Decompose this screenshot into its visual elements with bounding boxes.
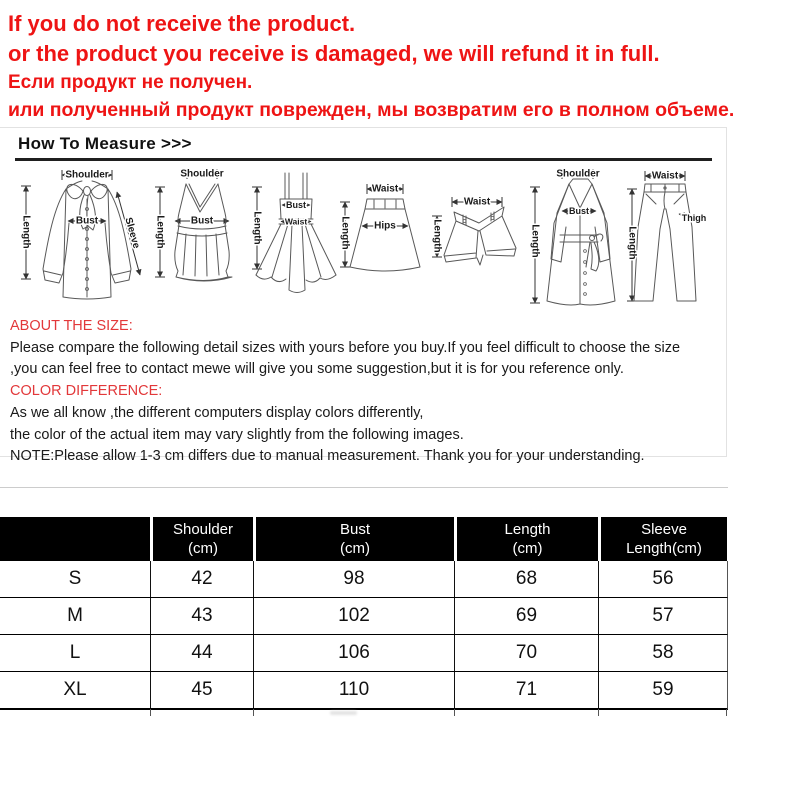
- label-shoulder: Shoulder: [65, 169, 109, 181]
- cell-shoulder: 44: [150, 635, 253, 671]
- label-length: Length: [529, 224, 541, 258]
- size-row-xl: [0, 672, 728, 710]
- diagram-blouse: [21, 170, 142, 300]
- cell-length: 68: [454, 561, 598, 597]
- cropped-row-artifact: [330, 711, 357, 715]
- cell-bust: 102: [253, 598, 454, 634]
- banner-line-2: or the product you receive is damaged, we will refund it in full.: [8, 41, 660, 66]
- diagram-dress: [252, 173, 337, 293]
- diagram-pants: [627, 171, 707, 302]
- cell-length: 69: [454, 598, 598, 634]
- cell-shoulder: 42: [150, 561, 253, 597]
- color-difference-line-1: As we all know ,the different computers display colors differently,: [10, 404, 424, 421]
- label-waist: Waist: [371, 183, 399, 195]
- cropped-column-tick: [253, 709, 254, 716]
- label-length: Length: [154, 215, 166, 249]
- diagram-shorts: [432, 197, 517, 266]
- about-size-line-2: ,you can feel free to contact mewe will give you some suggestion,but it is for you reference only.: [10, 361, 624, 378]
- label-shoulder: Shoulder: [180, 168, 224, 180]
- label-length: Length: [251, 211, 263, 245]
- cell-shoulder: 43: [150, 598, 253, 634]
- size-row-l: [0, 635, 728, 672]
- diagram-coat: [530, 169, 616, 306]
- label-length: Length: [626, 226, 638, 260]
- cell-size: XL: [63, 679, 87, 700]
- header-cell-shoulder: Shoulder (cm): [150, 517, 253, 561]
- banner-line-3: Если продукт не получен.: [8, 72, 253, 93]
- banner-line-1: If you do not receive the product.: [8, 11, 356, 36]
- header-cell-size: [0, 517, 150, 561]
- cell-sleeve: 59: [598, 672, 727, 708]
- cell-size: M: [67, 605, 83, 626]
- label-bust: Bust: [286, 200, 306, 210]
- cell-sleeve: 56: [598, 561, 727, 597]
- label-bust: Bust: [190, 215, 214, 227]
- header-cell-bust: Bust (cm): [253, 517, 454, 561]
- measure-box: [0, 127, 727, 465]
- cell-bust: 110: [253, 672, 454, 708]
- cell-size: L: [69, 642, 81, 663]
- label-length: Length: [20, 215, 32, 249]
- cell-shoulder: 45: [150, 672, 253, 708]
- cropped-column-tick: [454, 709, 455, 716]
- label-bust: Bust: [569, 206, 589, 216]
- banner-line-4: или полученный продукт поврежден, мы возвратим его в полном объеме.: [8, 99, 735, 121]
- measure-diagrams: [8, 163, 720, 309]
- about-size-title: ABOUT THE SIZE:: [10, 318, 133, 334]
- label-shoulder: Shoulder: [556, 168, 600, 180]
- color-difference-title: COLOR DIFFERENCE:: [10, 383, 163, 400]
- diagram-skirt: [340, 184, 421, 272]
- cropped-column-tick: [598, 709, 599, 716]
- about-size-line-1: Please compare the following detail sizes with yours before you buy.If you feel difficult to choose the size: [10, 339, 681, 356]
- size-table-header: [0, 517, 728, 561]
- cell-sleeve: 57: [598, 598, 727, 634]
- cell-size: S: [68, 568, 82, 589]
- color-difference-line-2: the color of the actual item may vary slightly from the following images.: [10, 426, 464, 443]
- measure-heading: How To Measure >>>: [18, 134, 192, 153]
- size-notes: [10, 316, 680, 468]
- label-bust: Bust: [75, 215, 99, 227]
- label-sleeve: Sleeve: [122, 216, 142, 250]
- cell-sleeve: 58: [598, 635, 727, 671]
- cell-bust: 98: [253, 561, 454, 597]
- cell-bust: 106: [253, 635, 454, 671]
- cell-length: 70: [454, 635, 598, 671]
- header-cell-length: Length (cm): [454, 517, 598, 561]
- heading-underline: [15, 158, 712, 161]
- size-table: [0, 487, 728, 710]
- label-waist: Waist: [463, 196, 491, 208]
- diagram-vneck-top: [155, 169, 233, 282]
- cropped-column-tick: [726, 709, 727, 716]
- label-length: Length: [431, 219, 443, 253]
- label-hips: Hips: [374, 220, 396, 232]
- header-cell-sleeve-length: Sleeve Length(cm): [598, 517, 727, 561]
- label-waist: Waist: [284, 216, 308, 227]
- measurement-note-line: NOTE:Please allow 1-3 cm differs due to manual measurement. Thank you for your understanding.: [10, 448, 645, 465]
- label-length: Length: [339, 216, 351, 250]
- cell-length: 71: [454, 672, 598, 708]
- cropped-column-tick: [150, 709, 151, 716]
- size-row-s: [0, 561, 728, 598]
- size-row-m: [0, 598, 728, 635]
- label-thigh: Thigh: [681, 213, 707, 223]
- label-waist: Waist: [651, 170, 679, 182]
